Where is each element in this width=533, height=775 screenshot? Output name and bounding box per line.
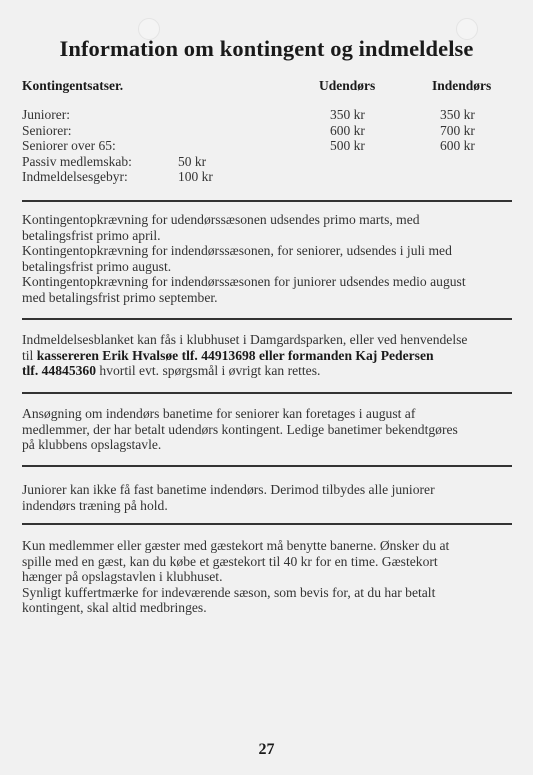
rate-indoor: 700 kr (440, 122, 475, 138)
billing-line: betalingsfrist primo april. (22, 227, 161, 243)
column-header-indoor: Indendørs (432, 78, 492, 93)
rate-outdoor: 600 kr (330, 122, 365, 138)
rate-row (22, 123, 522, 139)
rates-table (22, 107, 522, 185)
signup-text: hvortil evt. spørgsmål i øvrigt kan rettes. (96, 363, 321, 378)
billing-line: Kontingentopkrævning for indendørssæsonen, for seniorer, udsendes i juli med (22, 243, 452, 258)
rate-row (22, 138, 522, 154)
guests-line: Synligt kuffertmærke for indeværende sæson, som bevis for, at du har betalt (22, 584, 436, 600)
billing-line: Kontingentopkrævning for udendørssæsonen udsendes primo marts, med (22, 212, 420, 227)
signup-section (22, 332, 512, 379)
rate-label: Indmeldelsesgebyr: (22, 169, 128, 185)
indoor-line: på klubbens opslagstavle. (22, 437, 162, 452)
rate-outdoor: 350 kr (330, 107, 365, 122)
contact-phone: tlf. 44845360 (22, 363, 97, 378)
guests-line: spille med en gæst, kan du købe et gæstekort til 40 kr for en time. Gæstekort (22, 553, 438, 569)
rate-label: Passiv medlemskab: (22, 153, 132, 169)
section-divider (22, 392, 512, 394)
juniors-line: Juniorer kan ikke få fast banetime indendørs. Derimod tilbydes alle juniorer (22, 482, 435, 497)
indoor-section (22, 406, 512, 453)
rate-label: Juniorer: (22, 107, 70, 122)
billing-line: betalingsfrist primo august. (22, 258, 172, 274)
rate-single: 50 kr (178, 153, 207, 169)
guests-line: Kun medlemmer eller gæster med gæstekort må benytte banerne. Ønsker du at (22, 538, 450, 553)
juniors-section (22, 482, 512, 513)
rate-row (22, 169, 522, 185)
billing-line: Kontingentopkrævning for indendørssæsonen for juniorer udsendes medio august (22, 274, 466, 289)
guests-line: hænger på opslagstavlen i klubhuset. (22, 569, 223, 584)
rate-indoor: 350 kr (440, 107, 475, 122)
page-title: Information om kontingent og indmeldelse (59, 36, 474, 61)
signup-line: Indmeldelsesblanket kan fås i klubhuset i Damgardsparken, eller ved henvendelse (22, 332, 468, 347)
rate-single: 100 kr (178, 169, 213, 185)
rate-indoor: 600 kr (440, 138, 475, 154)
indoor-line: medlemmer, der har betalt udendørs kontingent. Ledige banetimer bekendtgøres (22, 421, 458, 437)
contact-persons: kassereren Erik Hvalsøe tlf. 44913698 eller formanden Kaj Pedersen (36, 347, 434, 363)
guests-section (22, 538, 512, 616)
signup-line (22, 348, 512, 364)
rate-label: Seniorer over 65: (22, 138, 116, 154)
rates-heading: Kontingentsatser. (22, 78, 124, 93)
page-number: 27 (258, 741, 275, 758)
juniors-line: indendørs træning på hold. (22, 497, 168, 513)
signup-line (22, 363, 512, 379)
rate-row (22, 154, 522, 170)
rate-row (22, 107, 522, 123)
guests-line: kontingent, skal altid medbringes. (22, 600, 207, 615)
billing-line: med betalingsfrist primo september. (22, 289, 218, 305)
billing-section (22, 212, 512, 305)
section-divider (22, 465, 512, 467)
signup-text: til (22, 347, 37, 363)
section-divider (22, 318, 512, 320)
rate-outdoor: 500 kr (330, 138, 365, 154)
section-divider (22, 523, 512, 525)
section-divider (22, 200, 512, 202)
column-header-outdoor: Udendørs (319, 78, 376, 93)
rate-label: Seniorer: (22, 122, 72, 138)
indoor-line: Ansøgning om indendørs banetime for seniorer kan foretages i august af (22, 406, 416, 421)
